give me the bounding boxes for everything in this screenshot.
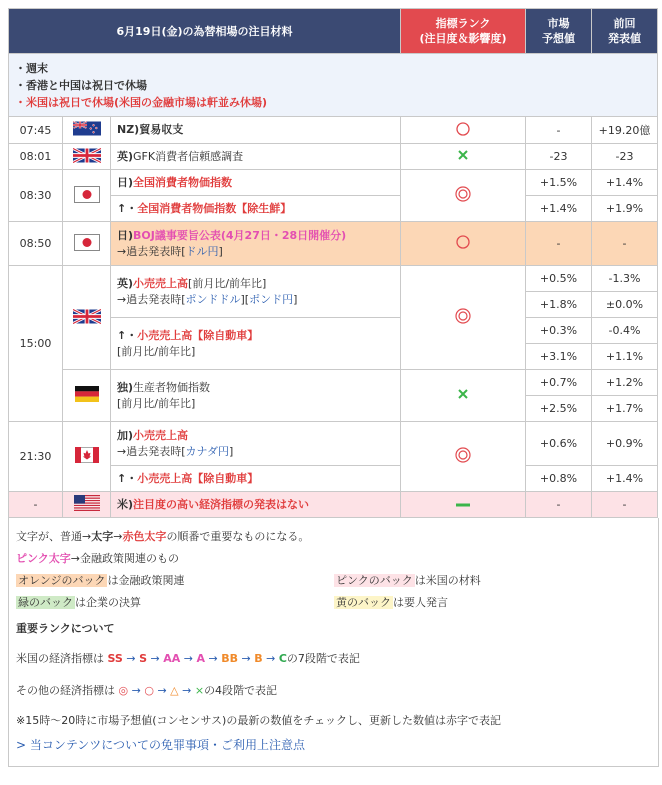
triangle-icon: △ [170,684,179,697]
forecast-cell: +0.6% [526,422,592,466]
flag-ca-icon [63,422,111,492]
forecast-cell: +2.5% [526,396,592,422]
forecast-cell: +0.7% [526,370,592,396]
event-cell: 米)注目度の高い経済指標の発表はない [111,492,401,518]
rank-dash-icon [401,492,526,518]
calendar-container [8,8,657,767]
forecast-cell: +1.4% [526,196,592,222]
table-row [9,170,658,196]
header-title: 6月19日(金)の為替相場の注目材料 [9,9,401,54]
forecast-cell: - [526,492,592,518]
link-pound-yen[interactable]: ポンド円 [249,292,294,306]
previous-cell: -0.4% [592,318,658,344]
forecast-cell: -23 [526,144,592,170]
event-cell: ↑・小売売上高【除自動車】 [111,466,401,492]
legend-bg-row-1: オレンジのバック は金融政策関連 ピンクのバック は米国の材料 [18,574,481,587]
flag-de-icon [63,370,111,422]
previous-cell: +1.9% [592,196,658,222]
legend-pink: ピンクのバック [336,574,413,587]
rank-cross-icon [401,370,526,422]
flag-nz-icon [63,117,111,144]
rank-circle-icon [401,117,526,144]
table-header [9,9,658,54]
previous-cell: -23 [592,144,658,170]
flag-jp-icon [63,170,111,222]
event-cell: 英)小売売上高[前月比/前年比] →過去発表時[ポンドドル][ポンド円] [111,266,401,318]
legend-bg-row-2: 緑のバック は企業の決算 黄のバック は要人発言 [18,596,448,609]
rank-cross-icon [401,144,526,170]
rank-double-circle-icon [401,422,526,492]
header-forecast: 市場 予想値 [526,9,592,54]
us-rank-scale: 米国の経済指標は SS → S → AA → A → BB → B → C の7段階で表記 [16,652,360,665]
note-hk-china: ・香港と中国は祝日で休場 [15,78,147,92]
update-note: ※15時～20時に市場予想値(コンセンサス)の最新の数値をチェックし、更新した数値は赤字で表記 [16,714,502,727]
forecast-cell: +0.8% [526,466,592,492]
time-cell: 08:30 [9,170,63,222]
table-row [9,370,658,396]
legend-yellow: 黄のバック [336,596,391,609]
link-cad-yen[interactable]: カナダ円 [185,444,229,458]
rank-double-circle-icon [401,266,526,370]
table-row [9,117,658,144]
table-row [9,266,658,292]
legend-text-importance: 文字が、普通→ 太字 → 赤色太字 の順番で重要なものになる。 [16,530,310,543]
previous-cell: +1.4% [592,466,658,492]
legend-section [8,518,659,767]
event-cell: ↑・全国消費者物価指数【除生鮮】 [111,196,401,222]
time-cell: 08:50 [9,222,63,266]
previous-cell: +0.9% [592,422,658,466]
forecast-cell: - [526,222,592,266]
table-row [9,144,658,170]
link-dollar-yen[interactable]: ドル円 [185,244,219,258]
previous-cell: - [592,492,658,518]
flag-uk-icon [63,266,111,370]
cross-icon: × [194,684,205,697]
header-rank: 指標ランク (注目度＆影響度) [401,9,526,54]
note-weekend: ・週末 [15,61,48,75]
table-row [9,422,658,466]
forecast-cell: +1.8% [526,292,592,318]
event-cell: 加)小売売上高 →過去発表時[カナダ円] [111,422,401,466]
forecast-cell: +3.1% [526,344,592,370]
circle-icon: ○ [144,684,154,697]
time-cell: 15:00 [9,266,63,422]
header-previous: 前回 発表値 [592,9,658,54]
event-cell: NZ)貿易収支 [111,117,401,144]
event-cell: 日)BOJ議事要旨公表(4月27日・28日開催分) →過去発表時[ドル円] [111,222,401,266]
notes-cell [9,54,658,117]
legend-pink-bold: ピンク太字 →金融政策関連のもの [16,552,179,565]
flag-jp-icon [63,222,111,266]
flag-us-icon [63,492,111,518]
forecast-cell: +1.5% [526,170,592,196]
link-pound-dollar[interactable]: ポンドドル [185,292,241,306]
time-cell: 08:01 [9,144,63,170]
flag-uk-icon [63,144,111,170]
double-circle-icon: ◎ [118,684,129,697]
previous-cell: - [592,222,658,266]
previous-cell: +19.20億 [592,117,658,144]
legend-orange: オレンジのバック [18,574,106,587]
note-us-holiday: ・米国は祝日で休場(米国の金融市場は軒並み休場) [15,95,268,109]
event-cell: 英)GFK消費者信頼感調査 [111,144,401,170]
event-cell: ↑・小売売上高【除自動車】 [前月比/前年比] [111,318,401,370]
previous-cell: -1.3% [592,266,658,292]
event-cell: 日)全国消費者物価指数 [111,170,401,196]
rank-double-circle-icon [401,170,526,222]
other-rank-scale: その他の経済指標は ◎ → ○ → △ → × の4段階で表記 [16,684,278,697]
forecast-cell: - [526,117,592,144]
time-cell: 21:30 [9,422,63,492]
economic-calendar-table [8,8,658,518]
legend-green: 緑のバック [18,596,73,609]
time-cell: - [9,492,63,518]
event-cell: 独)生産者物価指数 [前月比/前年比] [111,370,401,422]
forecast-cell: +0.5% [526,266,592,292]
previous-cell: ±0.0% [592,292,658,318]
forecast-cell: +0.3% [526,318,592,344]
previous-cell: +1.1% [592,344,658,370]
disclaimer-link[interactable]: > 当コンテンツについての免罪事項・ご利用上注意点 [16,738,306,752]
table-row [9,222,658,266]
previous-cell: +1.7% [592,396,658,422]
time-cell: 07:45 [9,117,63,144]
rank-circle-icon [401,222,526,266]
notes-row [9,54,658,117]
table-row [9,492,658,518]
previous-cell: +1.2% [592,370,658,396]
chevron-right-icon: > [16,738,30,752]
rank-title: 重要ランクについて [16,622,115,635]
previous-cell: +1.4% [592,170,658,196]
